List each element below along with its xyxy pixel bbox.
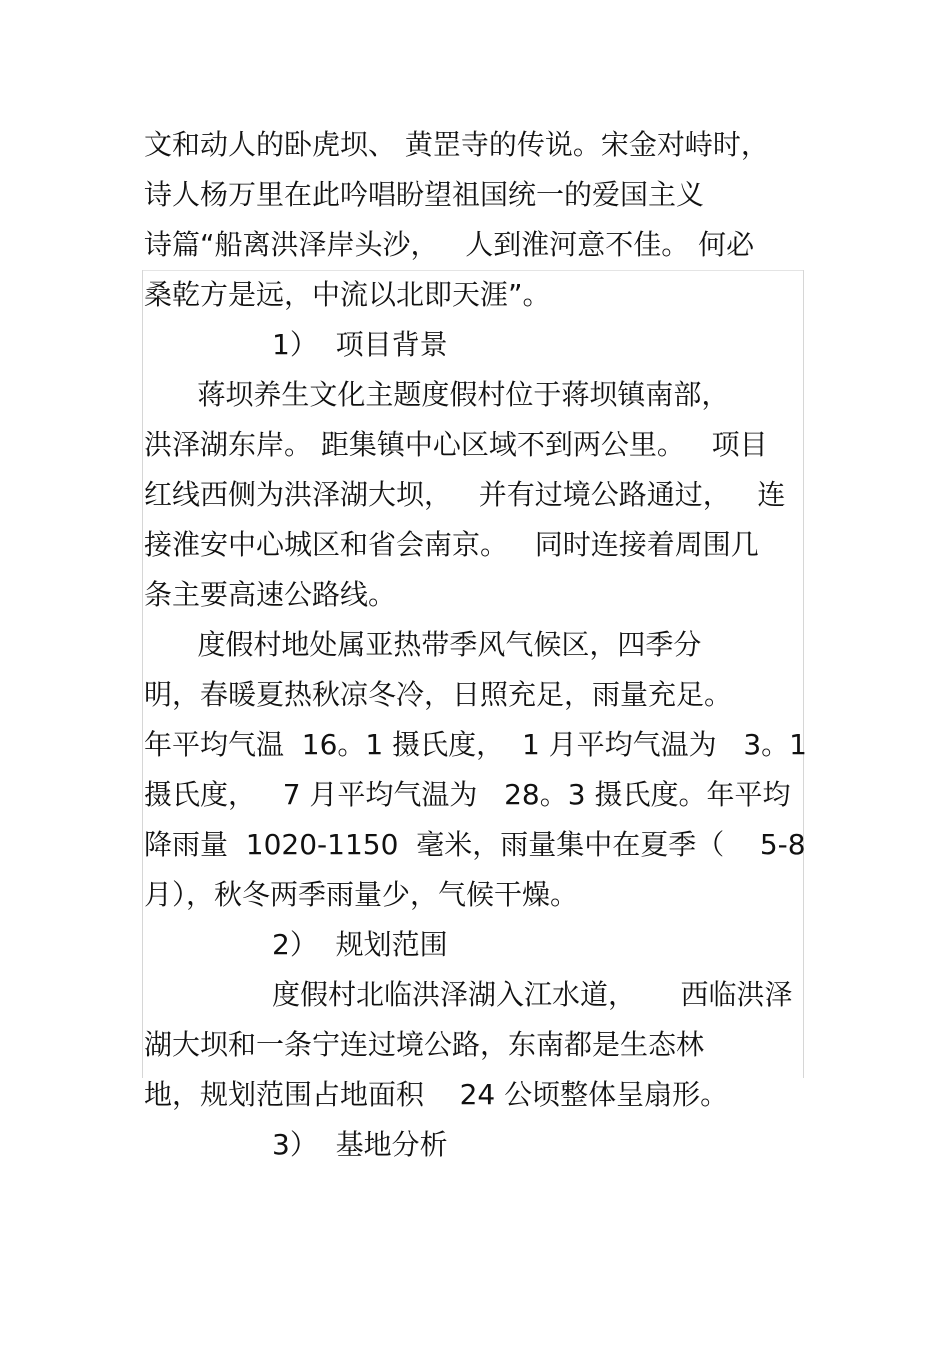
text-line: 明，春暖夏热秋凉冬冷，日照充足，雨量充足。 xyxy=(144,678,733,711)
text-line: 接淮安中心城区和省会南京。 同时连接着周围几 xyxy=(144,528,759,561)
text-line: 条主要高速公路线。 xyxy=(144,578,397,611)
scan-frame-left xyxy=(142,270,143,1078)
text-line: 诗人杨万里在此吟唱盼望祖国统一的爱国主义 xyxy=(144,178,705,211)
section-heading: 3） 基地分析 xyxy=(272,1128,448,1161)
text-line: 摄氏度， 7 月平均气温为 28。3 摄氏度。年平均 xyxy=(144,778,791,811)
text-line: 度假村北临洪泽湖入江水道， 西临洪泽 xyxy=(272,978,793,1011)
scan-frame-right xyxy=(803,270,804,1078)
text-line: 文和动人的卧虎坝、 黄罡寺的传说。宋金对峙时， xyxy=(144,128,769,161)
text-line: 度假村地处属亚热带季风气候区，四季分 xyxy=(144,628,702,661)
section-heading: 2） 规划范围 xyxy=(272,928,448,961)
section-heading: 1） 项目背景 xyxy=(272,328,448,361)
text-line: 红线西侧为洪泽湖大坝， 并有过境公路通过， 连 xyxy=(144,478,786,511)
text-line: 年平均气温 16。1 摄氏度， 1 月平均气温为 3。1 xyxy=(144,728,807,761)
text-line: 降雨量 1020-1150 毫米，雨量集中在夏季（ 5-8 xyxy=(144,828,806,861)
text-line: 地，规划范围占地面积 24 公顷整体呈扇形。 xyxy=(144,1078,729,1111)
text-line: 桑乾方是远，中流以北即天涯”。 xyxy=(144,278,551,311)
text-line: 诗篇“船离洪泽岸头沙， 人到淮河意不佳。 何必 xyxy=(144,228,755,261)
text-line: 蒋坝养生文化主题度假村位于蒋坝镇南部， xyxy=(144,378,730,411)
text-line: 洪泽湖东岸。 距集镇中心区域不到两公里。 项目 xyxy=(144,428,768,461)
text-line: 湖大坝和一条宁连过境公路，东南都是生态林 xyxy=(144,1028,705,1061)
text-line: 月），秋冬两季雨量少，气候干燥。 xyxy=(144,878,579,911)
